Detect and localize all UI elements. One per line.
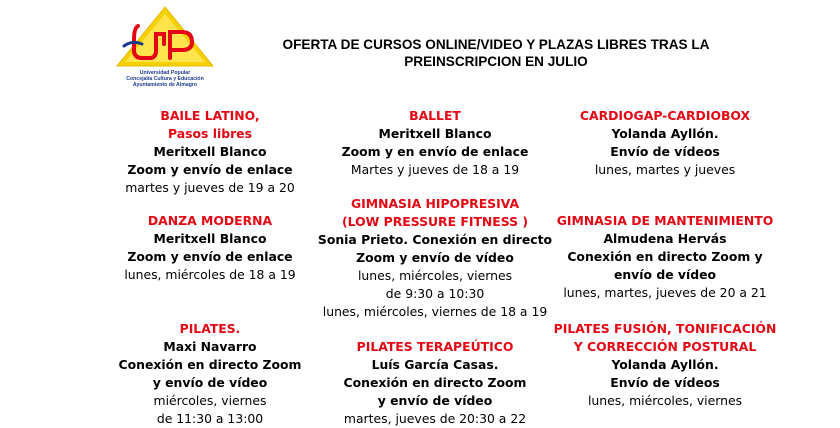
course-mode: Envío de vídeos bbox=[610, 375, 720, 390]
page-title-line: PREINSCRIPCION EN JULIO bbox=[404, 54, 588, 69]
course-baile-latino bbox=[110, 107, 310, 197]
course-schedule: miércoles, viernes bbox=[153, 393, 267, 408]
course-title-line: BALLET bbox=[409, 108, 461, 123]
logo-caption-line: Universidad Popular bbox=[139, 70, 191, 76]
course-title-line: CARDIOGAP-CARDIOBOX bbox=[579, 108, 751, 123]
course-title-line: Pasos libres bbox=[168, 126, 252, 141]
course-schedule: lunes, miércoles, viernes bbox=[357, 268, 513, 283]
logo-caption-line: Ayuntamiento de Almagro bbox=[132, 82, 198, 88]
course-mode: Zoom y envío de vídeo bbox=[356, 250, 514, 265]
page-title-line: OFERTA DE CURSOS ONLINE/VIDEO Y PLAZAS LIBRES TRAS LA bbox=[282, 37, 710, 52]
course-schedule: lunes, miércoles, viernes bbox=[587, 393, 743, 408]
course-title bbox=[320, 107, 550, 125]
course-teacher: Maxi Navarro bbox=[163, 339, 257, 354]
course-title bbox=[555, 212, 775, 230]
course-gimnasia-mantenimiento bbox=[555, 212, 775, 302]
course-ballet bbox=[320, 107, 550, 179]
course-title-line: GIMNASIA HIPOPRESIVA bbox=[350, 196, 520, 211]
course-mode: y envío de vídeo bbox=[152, 375, 268, 390]
logo-caption bbox=[112, 70, 218, 88]
course-teacher: Meritxell Blanco bbox=[153, 231, 267, 246]
course-cardiogap bbox=[555, 107, 775, 179]
course-schedule: de 9:30 a 10:30 bbox=[385, 286, 485, 301]
course-pilates bbox=[110, 320, 310, 428]
course-teacher: Yolanda Ayllón. bbox=[611, 126, 719, 141]
course-teacher: Sonia Prieto. Conexión en directo bbox=[317, 232, 553, 247]
course-schedule: lunes, martes y jueves bbox=[594, 162, 736, 177]
up-logo bbox=[112, 4, 218, 104]
course-pilates-fusion bbox=[545, 320, 785, 410]
course-teacher: Almudena Hervás bbox=[603, 231, 727, 246]
course-title bbox=[110, 320, 310, 338]
page-title bbox=[226, 36, 766, 70]
course-schedule: lunes, miércoles de 18 a 19 bbox=[124, 267, 296, 282]
course-title bbox=[545, 320, 785, 356]
up-logo-icon bbox=[112, 4, 218, 70]
course-title-line: BAILE LATINO, bbox=[160, 108, 260, 123]
course-gimnasia-hipopresiva bbox=[314, 195, 556, 321]
course-title-line: PILATES FUSIÓN, TONIFICACIÓN bbox=[553, 321, 777, 336]
course-teacher: Meritxell Blanco bbox=[378, 126, 492, 141]
course-title bbox=[320, 338, 550, 356]
course-mode: y envío de vídeo bbox=[377, 393, 493, 408]
course-danza-moderna bbox=[110, 212, 310, 284]
course-pilates-terapeutico bbox=[320, 338, 550, 428]
course-title-line: Y CORRECCIÓN POSTURAL bbox=[573, 339, 757, 354]
course-mode: Conexión en directo Zoom bbox=[118, 357, 302, 372]
course-title bbox=[110, 212, 310, 230]
course-schedule: lunes, miércoles, viernes de 18 a 19 bbox=[322, 304, 548, 319]
course-schedule: lunes, martes, jueves de 20 a 21 bbox=[563, 285, 767, 300]
course-schedule: de 11:30 a 13:00 bbox=[156, 411, 264, 426]
course-title-line: (LOW PRESSURE FITNESS ) bbox=[341, 214, 529, 229]
course-mode: Zoom y envío de enlace bbox=[127, 162, 293, 177]
course-title-line: PILATES TERAPEÚTICO bbox=[356, 339, 514, 354]
course-mode: Conexión en directo Zoom y bbox=[567, 249, 763, 264]
course-title-line: GIMNASIA DE MANTENIMIENTO bbox=[556, 213, 774, 228]
course-teacher: Luís García Casas. bbox=[371, 357, 499, 372]
course-mode: Conexión en directo Zoom bbox=[343, 375, 527, 390]
course-teacher: Yolanda Ayllón. bbox=[611, 357, 719, 372]
course-title-line: PILATES. bbox=[179, 321, 241, 336]
course-mode: Zoom y en envío de enlace bbox=[341, 144, 529, 159]
course-teacher: Meritxell Blanco bbox=[153, 144, 267, 159]
course-mode: Envío de vídeos bbox=[610, 144, 720, 159]
course-title bbox=[555, 107, 775, 125]
course-title bbox=[110, 107, 310, 143]
course-schedule: Martes y jueves de 18 a 19 bbox=[350, 162, 520, 177]
course-schedule: martes, jueves de 20:30 a 22 bbox=[343, 411, 527, 426]
logo-caption-line: Concejalía Cultura y Educación bbox=[126, 76, 204, 82]
course-title-line: DANZA MODERNA bbox=[147, 213, 273, 228]
course-mode: envío de vídeo bbox=[613, 267, 717, 282]
course-schedule: martes y jueves de 19 a 20 bbox=[125, 180, 295, 195]
course-title bbox=[314, 195, 556, 231]
course-mode: Zoom y envío de enlace bbox=[127, 249, 293, 264]
